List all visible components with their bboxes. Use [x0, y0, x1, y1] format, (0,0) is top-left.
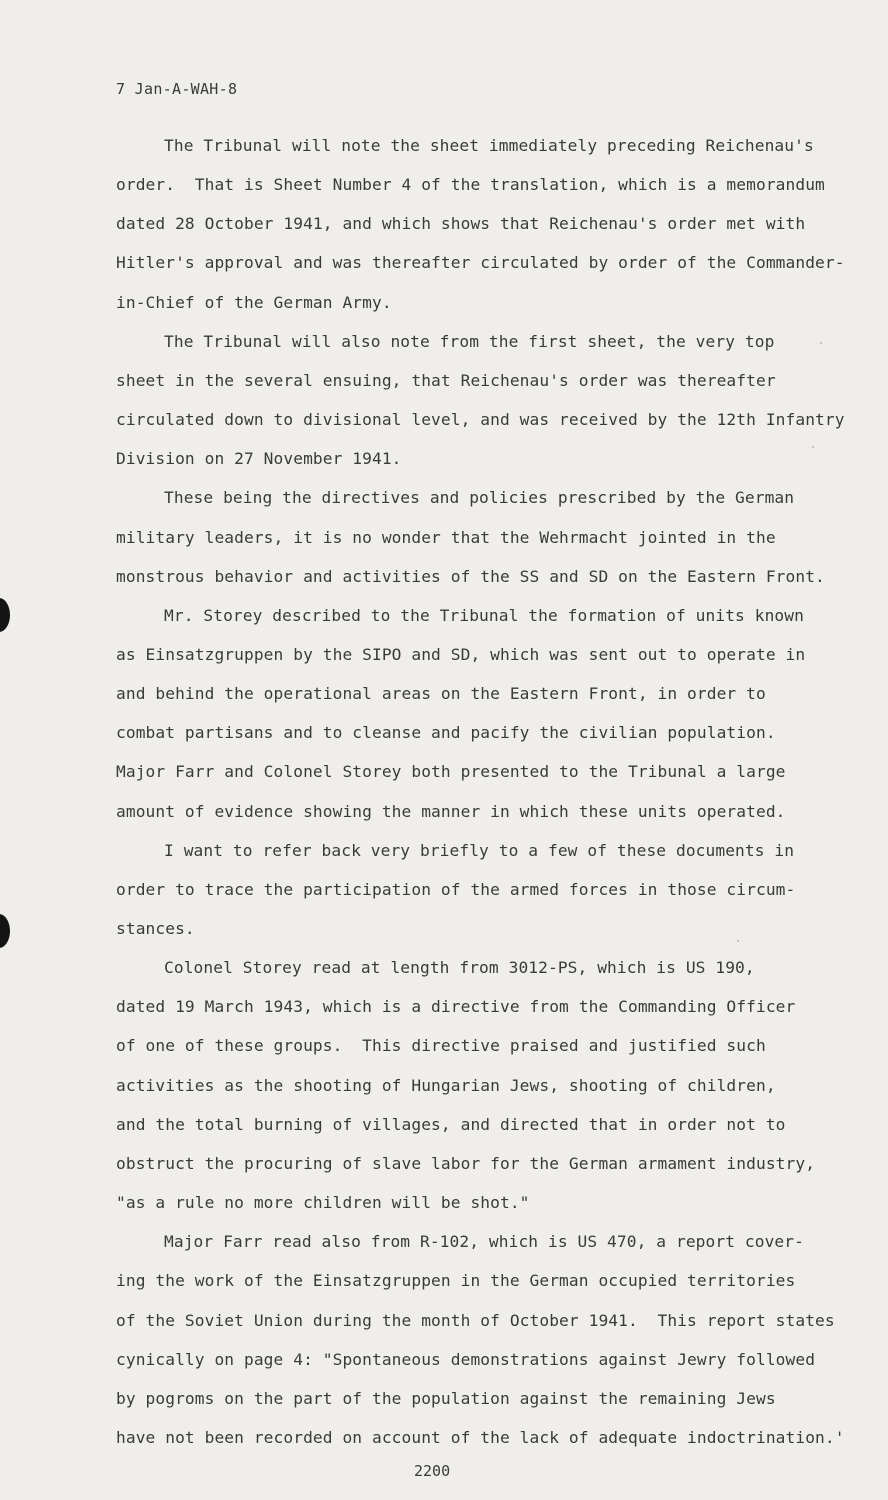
paragraph-line: in-Chief of the German Army. — [116, 292, 392, 312]
paragraph-line: military leaders, it is no wonder that the Wehrmacht jointed in the — [116, 527, 776, 547]
paragraph-line: "as a rule no more children will be shot." — [116, 1193, 530, 1213]
paragraph-first-line: Mr. Storey described to the Tribunal the formation of units known — [164, 605, 804, 625]
paragraph-first-line: The Tribunal will also note from the first sheet, the very top — [164, 331, 775, 351]
paragraph-line: dated 19 March 1943, which is a directive from the Commanding Officer — [116, 997, 796, 1017]
paragraph-line: of one of these groups. This directive praised and justified such — [116, 1036, 766, 1056]
paragraph-line: as Einsatzgruppen by the SIPO and SD, which was sent out to operate in — [116, 644, 806, 664]
paragraph-first-line: Major Farr read also from R-102, which is US 470, a report cover- — [164, 1232, 804, 1252]
paragraph-line: obstruct the procuring of slave labor for the German armament industry, — [116, 1153, 816, 1173]
paragraph-line: monstrous behavior and activities of the SS and SD on the Eastern Front. — [116, 566, 825, 586]
paragraph-line: sheet in the several ensuing, that Reichenau's order was thereafter — [116, 370, 776, 390]
paragraph-line: circulated down to divisional level, and was received by the 12th Infantry — [116, 410, 845, 430]
paragraph-line: combat partisans and to cleanse and pacify the civilian population. — [116, 723, 776, 743]
paragraph-line: activities as the shooting of Hungarian Jews, shooting of children, — [116, 1075, 776, 1095]
paragraph-line: ing the work of the Einsatzgruppen in the German occupied territories — [116, 1271, 796, 1291]
paragraph-line: have not been recorded on account of the lack of adequate indoctrination.' — [116, 1427, 845, 1447]
paragraph-first-line: Colonel Storey read at length from 3012-PS, which is US 190, — [164, 958, 755, 978]
paragraph-first-line: These being the directives and policies prescribed by the German — [164, 488, 795, 508]
paragraph-line: order. That is Sheet Number 4 of the translation, which is a memorandum — [116, 175, 825, 195]
paragraph-line: amount of evidence showing the manner in which these units operated. — [116, 801, 786, 821]
paragraph-line: Hitler's approval and was thereafter circulated by order of the Commander- — [116, 253, 845, 273]
paragraph-line: stances. — [116, 919, 195, 938]
paragraph-line: and the total burning of villages, and directed that in order not to — [116, 1114, 786, 1134]
paragraph-line: Major Farr and Colonel Storey both presented to the Tribunal a large — [116, 762, 786, 782]
paragraph-first-line: The Tribunal will note the sheet immediately preceding Reichenau's — [164, 136, 814, 155]
paragraph-line: order to trace the participation of the armed forces in those circum- — [116, 879, 796, 899]
paragraph-line: Division on 27 November 1941. — [116, 449, 402, 469]
paragraph-line: by pogroms on the part of the population against the remaining Jews — [116, 1388, 776, 1408]
paragraph-line: dated 28 October 1941, and which shows that Reichenau's order met with — [116, 214, 806, 234]
document-reference: 7 Jan-A-WAH-8 — [116, 80, 238, 98]
page-number: 2200 — [414, 1462, 451, 1480]
paragraph-line: and behind the operational areas on the Eastern Front, in order to — [116, 684, 766, 704]
paragraph-line: of the Soviet Union during the month of October 1941. This report states — [116, 1310, 835, 1330]
paragraph-first-line: I want to refer back very briefly to a few of these documents in — [164, 840, 795, 860]
paragraph-line: cynically on page 4: "Spontaneous demonstrations against Jewry followed — [116, 1349, 816, 1369]
